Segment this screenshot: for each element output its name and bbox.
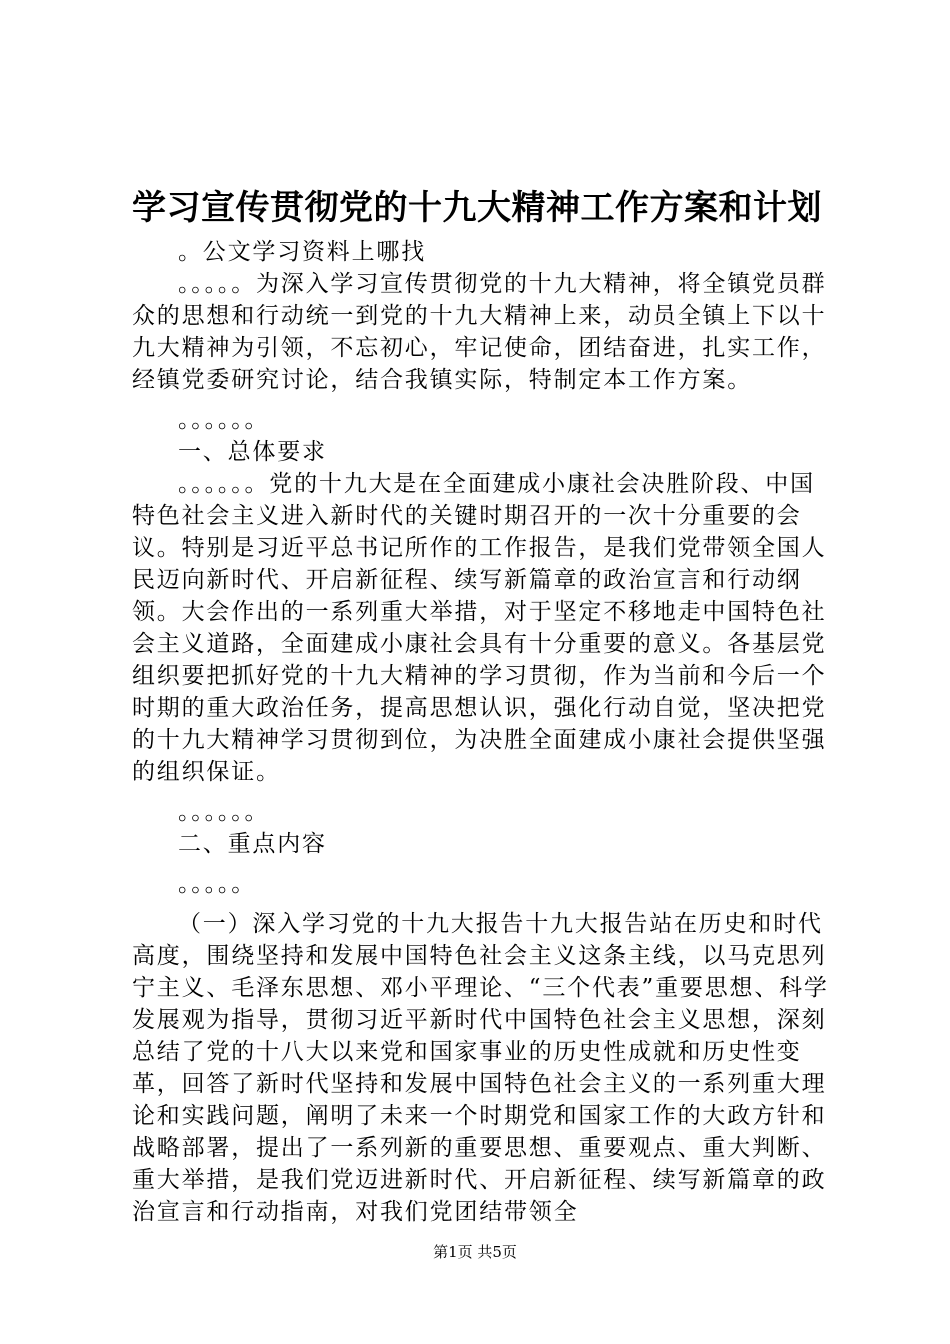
document-body	[132, 236, 832, 1228]
paragraph-separator: 。。。。。	[178, 871, 256, 897]
paragraph-separator: 。。。。。。	[178, 799, 270, 825]
paragraph-intro: 。。。。。为深入学习宣传贯彻党的十九大精神，将全镇党员群众的思想和行动统一到党的十九大精神上来，动员全镇上下以十九大精神为引领，不忘初心，牢记使命，团结奋进，扎实工作，经镇党委研究讨论，结合我镇实际，特制定本工作方案。	[132, 271, 827, 393]
section-heading-general-requirements: 一、总体要求	[178, 439, 327, 465]
document-title: 学习宣传贯彻党的十九大精神工作方案和计划	[132, 188, 822, 228]
paragraph-separator: 。。。。。。	[178, 407, 270, 433]
page-number-footer: 第1页 共5页	[433, 1243, 517, 1261]
section-heading-key-content: 二、重点内容	[178, 831, 327, 857]
paragraph-source-note: 。公文学习资料上哪找	[178, 239, 426, 265]
paragraph-key-content-one: （一）深入学习党的十九大报告十九大报告站在历史和时代高度，围绕坚持和发展中国特色社会主义这条主线，以马克思列宁主义、毛泽东思想、邓小平理论、“三个代表”重要思想、科学发展观为指导，贯彻习近平新时代中国特色社会主义思想，深刻总结了党的十八大以来党和国家事业的历史性成就和历史性变革，回答了新时代坚持和发展中国特色社会主义的一系列重大理论和实践问题，阐明了未来一个时期党和国家工作的大政方针和战略部署，提出了一系列新的重要思想、重要观点、重大判断、重大举措，是我们党迈进新时代、开启新征程、续写新篇章的政治宣言和行动指南，对我们党团结带领全	[132, 911, 829, 1225]
paragraph-general-requirements: 。。。。。。党的十九大是在全面建成小康社会决胜阶段、中国特色社会主义进入新时代的关键时期召开的一次十分重要的会议。特别是习近平总书记所作的工作报告，是我们党带领全国人民迈向新时代、开启新征程、续写新篇章的政治宣言和行动纲领。大会作出的一系列重大举措，对于坚定不移地走中国特色社会主义道路，全面建成小康社会具有十分重要的意义。各基层党组织要把抓好党的十九大精神的学习贯彻，作为当前和今后一个时期的重大政治任务，提高思想认识，强化行动自觉，坚决把党的十九大精神学习贯彻到位，为决胜全面建成小康社会提供坚强的组织保证。	[132, 471, 827, 785]
